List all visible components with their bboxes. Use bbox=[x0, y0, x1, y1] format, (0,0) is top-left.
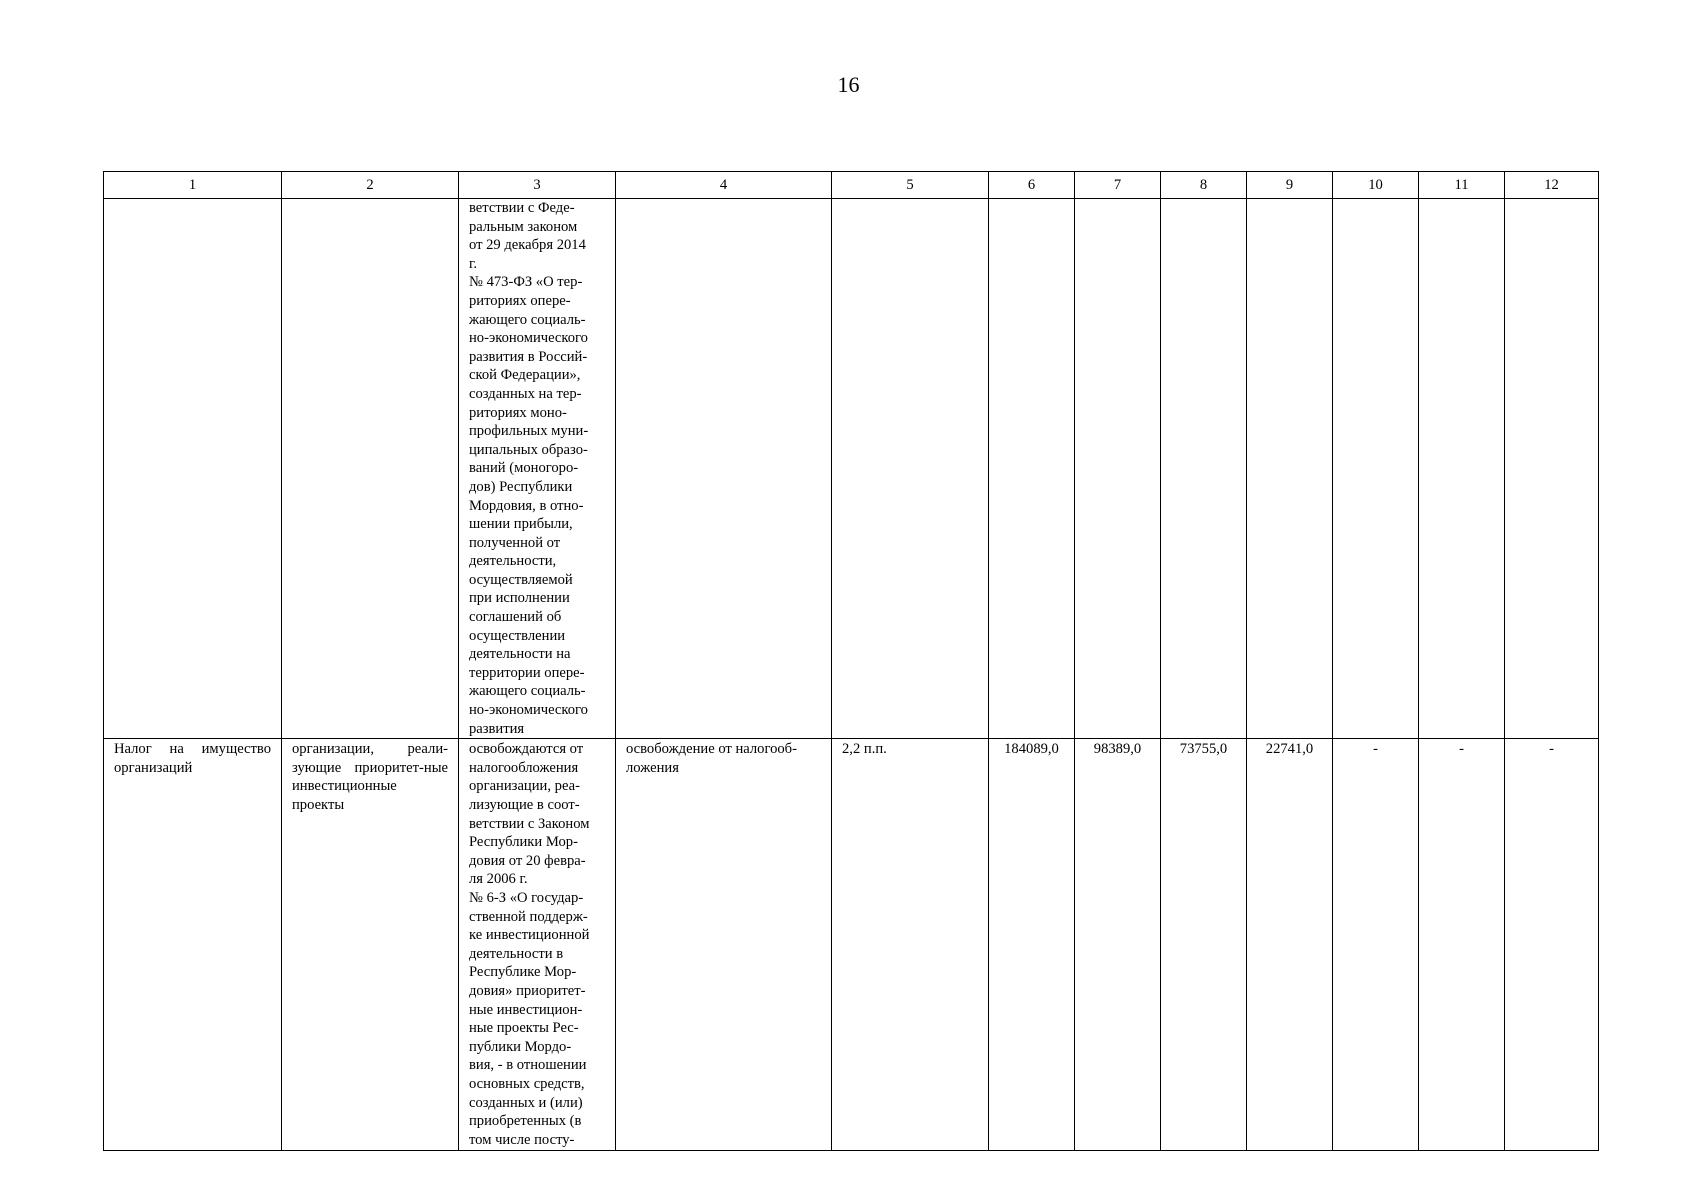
value-cell: - bbox=[1505, 739, 1599, 1151]
benefit-type-cell: освобождение от налогооб-ложения bbox=[616, 739, 832, 1151]
taxpayer-category-cell: организации, реали-зующие приоритет-ные инвестиционные проекты bbox=[282, 739, 459, 1151]
column-header: 4 bbox=[616, 172, 832, 199]
table-cell bbox=[282, 199, 459, 739]
column-header: 1 bbox=[104, 172, 282, 199]
value-cell: - bbox=[1419, 739, 1505, 1151]
column-header: 9 bbox=[1247, 172, 1333, 199]
benefit-description-cell: ветствии с Феде- ральным законом от 29 декабря 2014 г. № 473-ФЗ «О тер- риториях опере- жающего социаль- но-экономического развития в Россий- ской Федерации», созданных на тер- риториях моно- профильных муни- ципальных образо- ваний (моногоро- дов) Республики Мордовия, в отно- шении прибыли, полученной от деятельности, осуществляемой при исполнении соглашений об осуществлении деятельности на территории опере- жающего социаль- но-экономического развития bbox=[459, 199, 616, 739]
table-row bbox=[104, 739, 1599, 1151]
benefits-table bbox=[103, 171, 1599, 1151]
table-cell bbox=[832, 199, 989, 739]
column-number-row bbox=[104, 172, 1599, 199]
table-cell bbox=[616, 199, 832, 739]
column-header: 6 bbox=[989, 172, 1075, 199]
table-cell bbox=[989, 199, 1075, 739]
column-header: 3 bbox=[459, 172, 616, 199]
column-header: 11 bbox=[1419, 172, 1505, 199]
table-cell bbox=[104, 199, 282, 739]
column-header: 7 bbox=[1075, 172, 1161, 199]
table-cell bbox=[1075, 199, 1161, 739]
table-cell bbox=[1505, 199, 1599, 739]
table-cell bbox=[1247, 199, 1333, 739]
value-cell: 22741,0 bbox=[1247, 739, 1333, 1151]
value-cell: 98389,0 bbox=[1075, 739, 1161, 1151]
page-number: 16 bbox=[837, 72, 860, 97]
column-header: 12 bbox=[1505, 172, 1599, 199]
table-cell bbox=[1161, 199, 1247, 739]
value-cell: 73755,0 bbox=[1161, 739, 1247, 1151]
table-cell bbox=[1333, 199, 1419, 739]
value-cell: - bbox=[1333, 739, 1419, 1151]
column-header: 10 bbox=[1333, 172, 1419, 199]
benefit-description-cell: освобождаются от налогообложения организации, реа- лизующие в соот- ветствии с Законом Республики Мор- довия от 20 февра- ля 2006 г. № 6-З «О государ- ственной поддерж- ке инвестиционной деятельности в Республике Мор- довия» приоритет- ные инвестицион- ные проекты Рес- публики Мордо- вия, - в отношении основных средств, созданных и (или) приобретенных (в том числе посту- bbox=[459, 739, 616, 1151]
tax-name-cell: Налог на имущество организаций bbox=[104, 739, 282, 1151]
column-header: 5 bbox=[832, 172, 989, 199]
column-header: 8 bbox=[1161, 172, 1247, 199]
value-cell: 184089,0 bbox=[989, 739, 1075, 1151]
rate-cell: 2,2 п.п. bbox=[832, 739, 989, 1151]
column-header: 2 bbox=[282, 172, 459, 199]
table-cell bbox=[1419, 199, 1505, 739]
table-row bbox=[104, 199, 1599, 739]
